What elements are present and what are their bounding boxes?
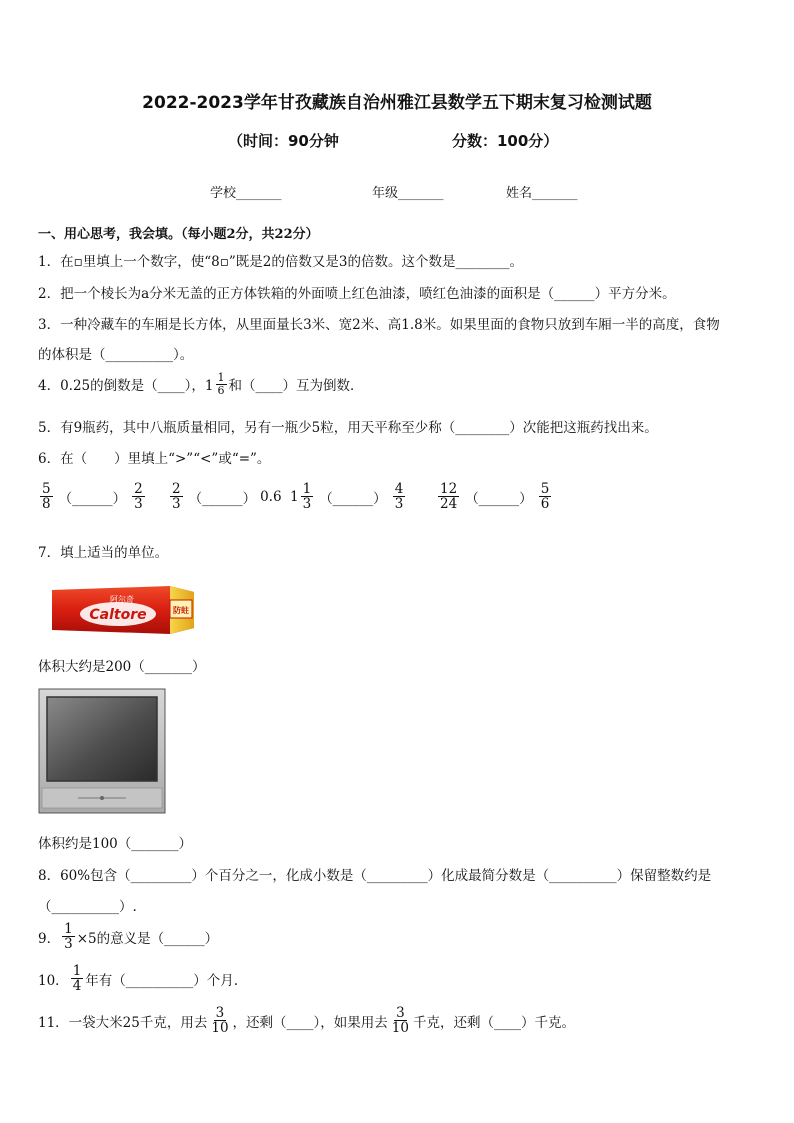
answer-blank: （______）: [188, 490, 257, 507]
fraction-denominator: 3: [64, 936, 73, 953]
answer-blank: （______）: [319, 490, 387, 507]
question-text: 年有（__________）个月.: [85, 972, 239, 989]
fraction: [438, 482, 459, 511]
compare-item-c: [290, 482, 407, 511]
fraction-denominator: 3: [394, 496, 404, 513]
question-11: [38, 1006, 575, 1035]
fraction-denominator: 3: [172, 496, 181, 513]
question-3-line2: 的体积是（__________）。: [38, 347, 194, 363]
page-title: 2022-2023学年甘孜藏族自治州雅江县数学五下期末复习检测试题: [142, 93, 652, 113]
fraction-numerator: 1: [64, 921, 73, 937]
exam-time: （时间：90分钟: [228, 132, 339, 150]
question-text: 11．一袋大米25千克，用去: [38, 1014, 208, 1031]
fraction: [209, 1006, 230, 1035]
school-field: 学校_______: [210, 186, 282, 201]
fraction-denominator: 8: [42, 496, 51, 513]
question-7: 7．填上适当的单位。: [38, 545, 169, 561]
question-7a: 体积大约是200（_______）: [38, 659, 206, 675]
fraction-numerator: 1: [72, 963, 82, 979]
toothpaste-brand: Caltore: [89, 607, 147, 623]
question-4: [38, 372, 364, 396]
toothpaste-badge: 防蛀: [173, 606, 189, 615]
fraction: [301, 482, 314, 511]
fraction-numerator: 1: [302, 481, 312, 497]
question-8-line2: （__________）.: [38, 899, 137, 915]
fraction-numerator: 5: [540, 481, 550, 497]
fraction-denominator: 6: [217, 383, 225, 397]
fraction: [40, 482, 53, 511]
question-6: 6．在（ ）里填上“>”“<”或“=”。: [38, 451, 271, 467]
question-text: 千克，还剩（____）千克。: [412, 1014, 575, 1031]
fraction: [132, 482, 145, 511]
compare-item-b: [168, 482, 282, 511]
question-3-line1: 3．一种冷藏车的车厢是长方体，从里面量长3米、宽2米、高1.8米。如果里面的食物只放到车厢一半的高度，食物: [38, 317, 720, 333]
section-heading: 一、用心思考，我会填。（每小题2分，共22分）: [38, 227, 319, 242]
name-field: 姓名_______: [506, 186, 578, 201]
compare-item-d: [436, 482, 553, 511]
fraction-numerator: 2: [172, 481, 181, 497]
fraction: [71, 964, 84, 993]
fraction-denominator: 24: [440, 496, 458, 513]
fraction-numerator: 1: [217, 371, 225, 384]
whole-number: 1: [290, 488, 299, 505]
fraction-numerator: 5: [42, 481, 51, 497]
question-2: 2．把一个棱长为a分米无盖的正方体铁箱的外面喷上红色油漆，喷红色油漆的面积是（______）平方分米。: [38, 286, 676, 302]
fraction-numerator: 3: [215, 1005, 225, 1021]
fraction-denominator: 3: [134, 496, 143, 513]
question-10: [38, 964, 238, 993]
question-5: 5．有9瓶药，其中八瓶质量相同，另有一瓶少5粒，用天平称至少称（________）次能把这瓶药找出来。: [38, 420, 658, 436]
question-text: ，还剩（____），如果用去: [232, 1014, 388, 1031]
fraction-denominator: 10: [211, 1020, 229, 1037]
question-9: [38, 922, 218, 951]
q4-text-1: 4．0.25的倒数是（____），1: [38, 378, 214, 395]
question-8-line1: 8．60%包含（_________）个百分之一，化成小数是（_________）化成最简分数是（__________）保留整数约是: [38, 868, 712, 884]
exam-score: 分数：100分）: [452, 132, 559, 150]
question-number: 10．: [38, 972, 69, 989]
fraction-numerator: 3: [396, 1005, 405, 1021]
answer-blank: （______）: [465, 490, 533, 507]
decimal-value: 0.6: [260, 488, 282, 505]
fraction: [393, 482, 406, 511]
question-text: ×5的意义是（______）: [76, 930, 219, 947]
toothpaste-box-image: [52, 584, 194, 634]
television-image: [38, 688, 166, 814]
question-1: 1．在▫里填上一个数字，使“8▫”既是2的倍数又是3的倍数。这个数是________。: [38, 254, 523, 270]
fraction-denominator: 6: [540, 496, 550, 513]
question-number: 9．: [38, 930, 61, 947]
compare-item-a: [38, 482, 147, 511]
answer-blank: （______）: [58, 490, 127, 507]
fraction-numerator: 12: [440, 481, 458, 497]
fraction: [390, 1006, 411, 1035]
q4-text-2: 和（____）互为倒数．: [228, 378, 364, 395]
toothpaste-brand-cn: 阿尔奇: [110, 595, 134, 604]
fraction: [539, 482, 552, 511]
grade-field: 年级_______: [372, 186, 444, 201]
question-7b: 体积约是100（_______）: [38, 836, 193, 852]
fraction-denominator: 10: [391, 1020, 409, 1037]
fraction-numerator: 2: [134, 481, 143, 497]
fraction-denominator: 3: [302, 496, 312, 513]
fraction: [62, 922, 75, 951]
fraction-numerator: 4: [394, 481, 404, 497]
q4-fraction: [216, 372, 227, 396]
fraction-denominator: 4: [72, 978, 82, 995]
fraction: [170, 482, 183, 511]
